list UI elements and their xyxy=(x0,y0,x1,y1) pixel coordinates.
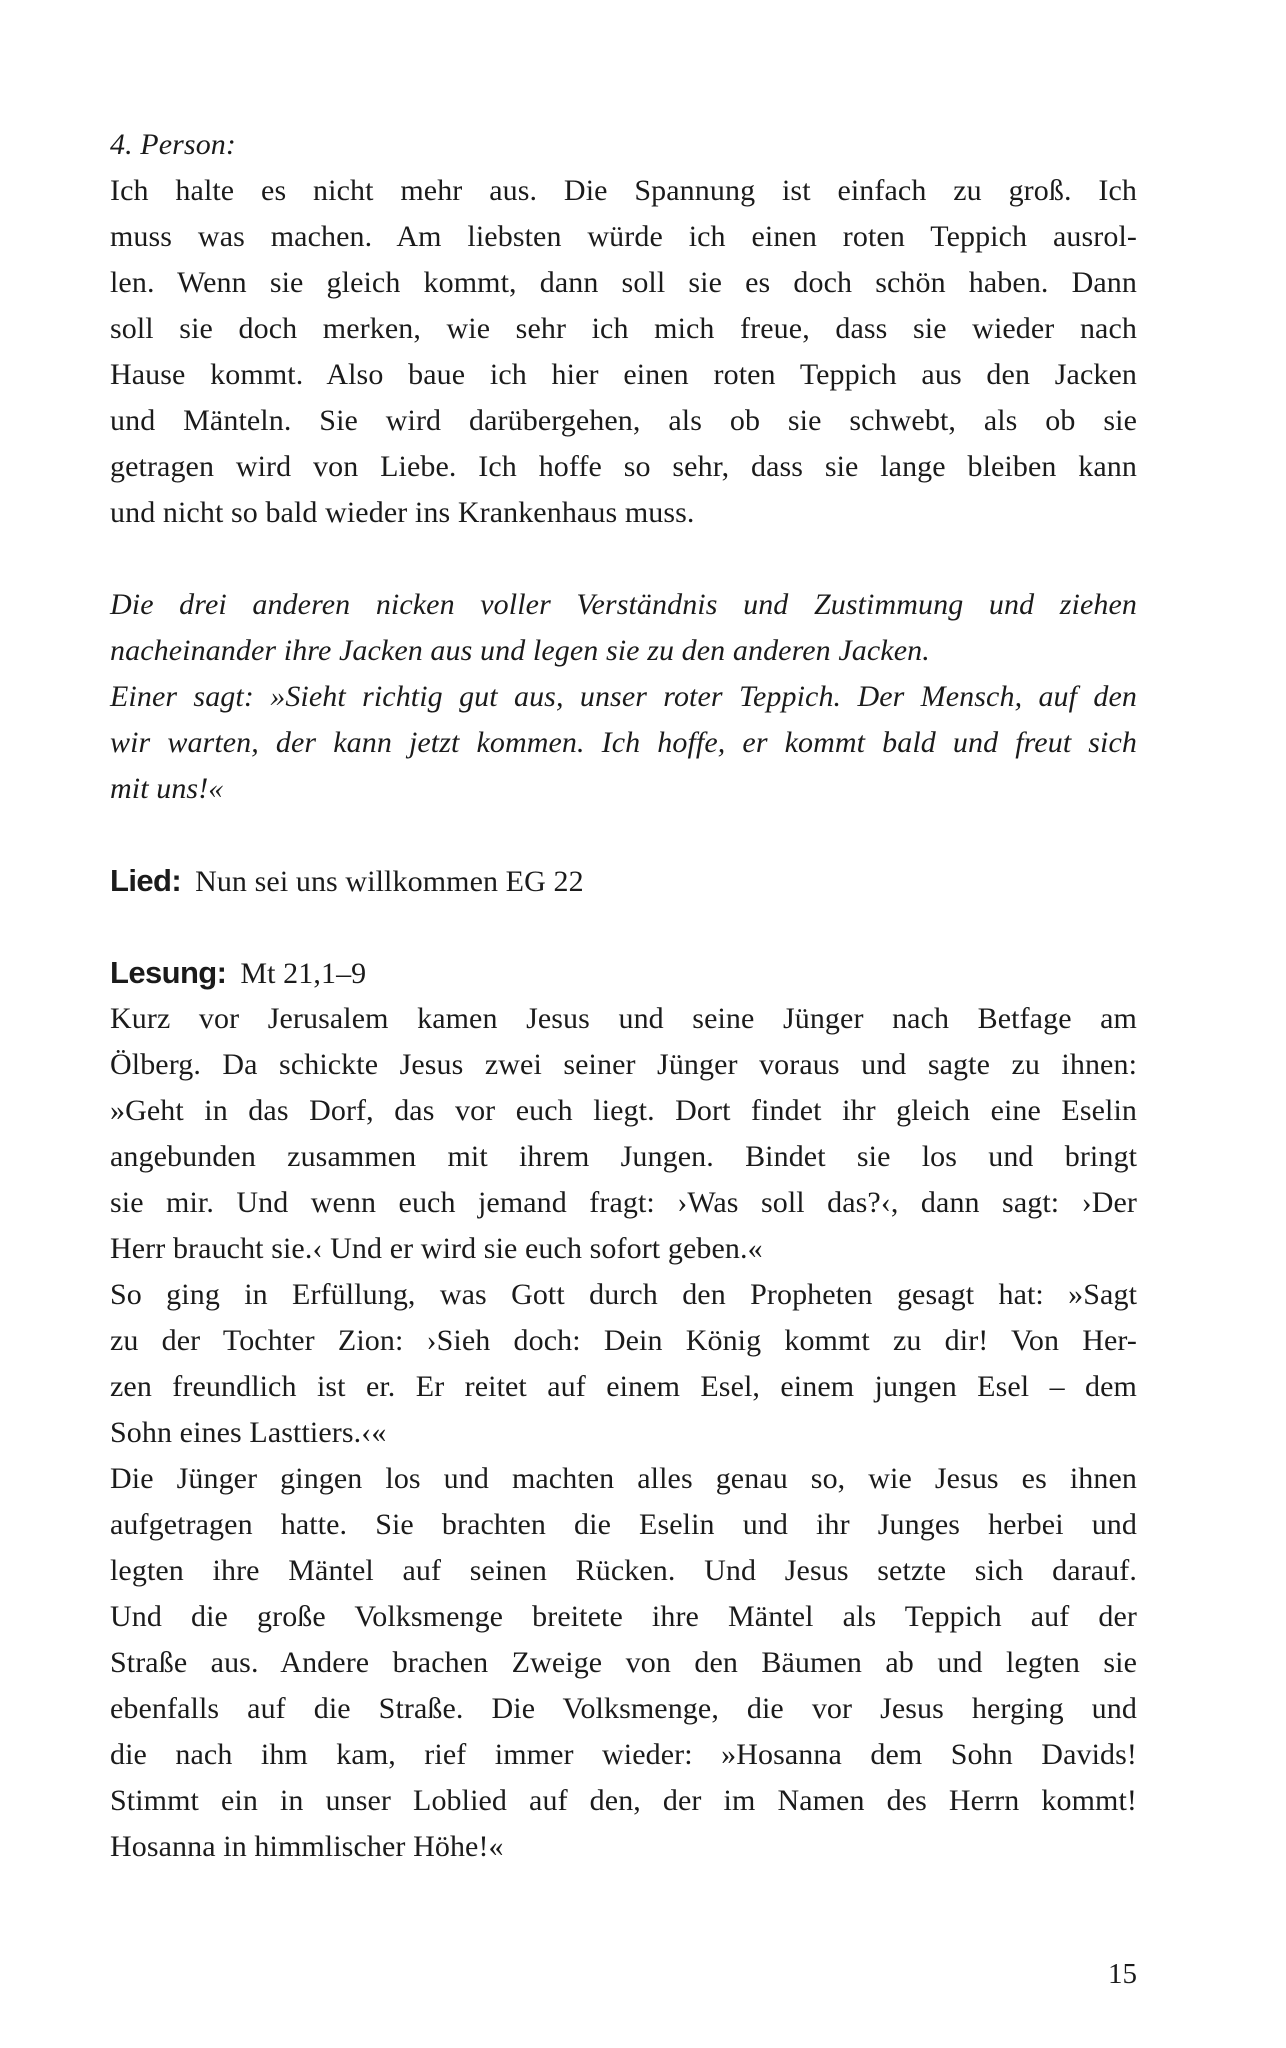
text-line: Die Jünger gingen los und machten alles genau so, wie Jesus es ihnen xyxy=(110,1462,1137,1495)
section-heading: 4. Person: xyxy=(110,128,236,161)
text-line: und Mänteln. Sie wird darübergehen, als ob sie schwebt, als ob sie xyxy=(110,404,1137,437)
text-line: mit uns!« xyxy=(110,772,224,805)
paragraph-gap xyxy=(110,812,1137,858)
text-line: aufgetragen hatte. Sie brachten die Eselin und ihr Junges herbei und xyxy=(110,1508,1137,1541)
paragraph-gap xyxy=(110,536,1137,582)
text-line: zu der Tochter Zion: ›Sieh doch: Dein König kommt zu dir! Von Her- xyxy=(110,1324,1137,1357)
text-line: soll sie doch merken, wie sehr ich mich freue, dass sie wieder nach xyxy=(110,312,1137,345)
lied-line-text: Nun sei uns willkommen EG 22 xyxy=(195,865,584,898)
lied-line-label: Lied: xyxy=(110,863,182,898)
text-line: getragen wird von Liebe. Ich hoffe so sehr, dass sie lange bleiben kann xyxy=(110,450,1137,483)
text-line: angebunden zusammen mit ihrem Jungen. Bindet sie los und bringt xyxy=(110,1140,1137,1173)
stage-direction-paragraph xyxy=(110,582,1137,674)
text-line: Hosanna in himmlischer Höhe!« xyxy=(110,1830,504,1863)
text-line: ebenfalls auf die Straße. Die Volksmenge, die vor Jesus herging und xyxy=(110,1692,1137,1725)
text-line: Straße aus. Andere brachen Zweige von den Bäumen ab und legten sie xyxy=(110,1646,1137,1679)
text-line: Einer sagt: »Sieht richtig gut aus, unser roter Teppich. Der Mensch, auf den xyxy=(110,680,1137,713)
stage-direction-quote-paragraph xyxy=(110,674,1137,812)
text-line: len. Wenn sie gleich kommt, dann soll sie es doch schön haben. Dann xyxy=(110,266,1137,299)
lied-line xyxy=(110,858,1137,904)
text-line: legten ihre Mäntel auf seinen Rücken. Und Jesus setzte sich darauf. xyxy=(110,1554,1137,1587)
text-line: Stimmt ein in unser Loblied auf den, der im Namen des Herrn kommt! xyxy=(110,1784,1137,1817)
text-line: Ölberg. Da schickte Jesus zwei seiner Jünger voraus und sagte zu ihnen: xyxy=(110,1048,1137,1081)
text-line: zen freundlich ist er. Er reitet auf einem Esel, einem jungen Esel – dem xyxy=(110,1370,1137,1403)
lesung-line-text: Mt 21,1–9 xyxy=(240,957,367,990)
text-line: Und die große Volksmenge breitete ihre Mäntel als Teppich auf der xyxy=(110,1600,1137,1633)
text-line: Kurz vor Jerusalem kamen Jesus und seine Jünger nach Betfage am xyxy=(110,1002,1137,1035)
monologue-paragraph xyxy=(110,168,1137,536)
text-line: Hause kommt. Also baue ich hier einen roten Teppich aus den Jacken xyxy=(110,358,1137,391)
text-line: wir warten, der kann jetzt kommen. Ich hoffe, er kommt bald und freut sich xyxy=(110,726,1137,759)
text-line: nacheinander ihre Jacken aus und legen sie zu den anderen Jacken. xyxy=(110,634,930,667)
lesung-line-label: Lesung: xyxy=(110,955,227,990)
text-line: »Geht in das Dorf, das vor euch liegt. Dort findet ihr gleich eine Eselin xyxy=(110,1094,1137,1127)
lesung-line xyxy=(110,950,1137,996)
text-line: sie mir. Und wenn euch jemand fragt: ›Was soll das?‹, dann sagt: ›Der xyxy=(110,1186,1137,1219)
text-line: So ging in Erfüllung, was Gott durch den Propheten gesagt hat: »Sagt xyxy=(110,1278,1137,1311)
lesung-paragraph-3 xyxy=(110,1456,1137,1870)
text-line: und nicht so bald wieder ins Krankenhaus muss. xyxy=(110,496,695,529)
text-line: Herr braucht sie.‹ Und er wird sie euch sofort geben.« xyxy=(110,1232,763,1265)
lesung-paragraph-1 xyxy=(110,996,1137,1272)
lesung-paragraph-2 xyxy=(110,1272,1137,1456)
text-line: Ich halte es nicht mehr aus. Die Spannung ist einfach zu groß. Ich xyxy=(110,174,1137,207)
text-line: muss was machen. Am liebsten würde ich einen roten Teppich ausrol- xyxy=(110,220,1137,253)
text-line: die nach ihm kam, rief immer wieder: »Hosanna dem Sohn Davids! xyxy=(110,1738,1137,1771)
text-column xyxy=(110,122,1137,1870)
paragraph-gap xyxy=(110,904,1137,950)
text-line: Die drei anderen nicken voller Verständnis und Zustimmung und ziehen xyxy=(110,588,1137,621)
page-number: 15 xyxy=(1108,1958,1137,1990)
text-line: Sohn eines Lasttiers.‹« xyxy=(110,1416,387,1449)
